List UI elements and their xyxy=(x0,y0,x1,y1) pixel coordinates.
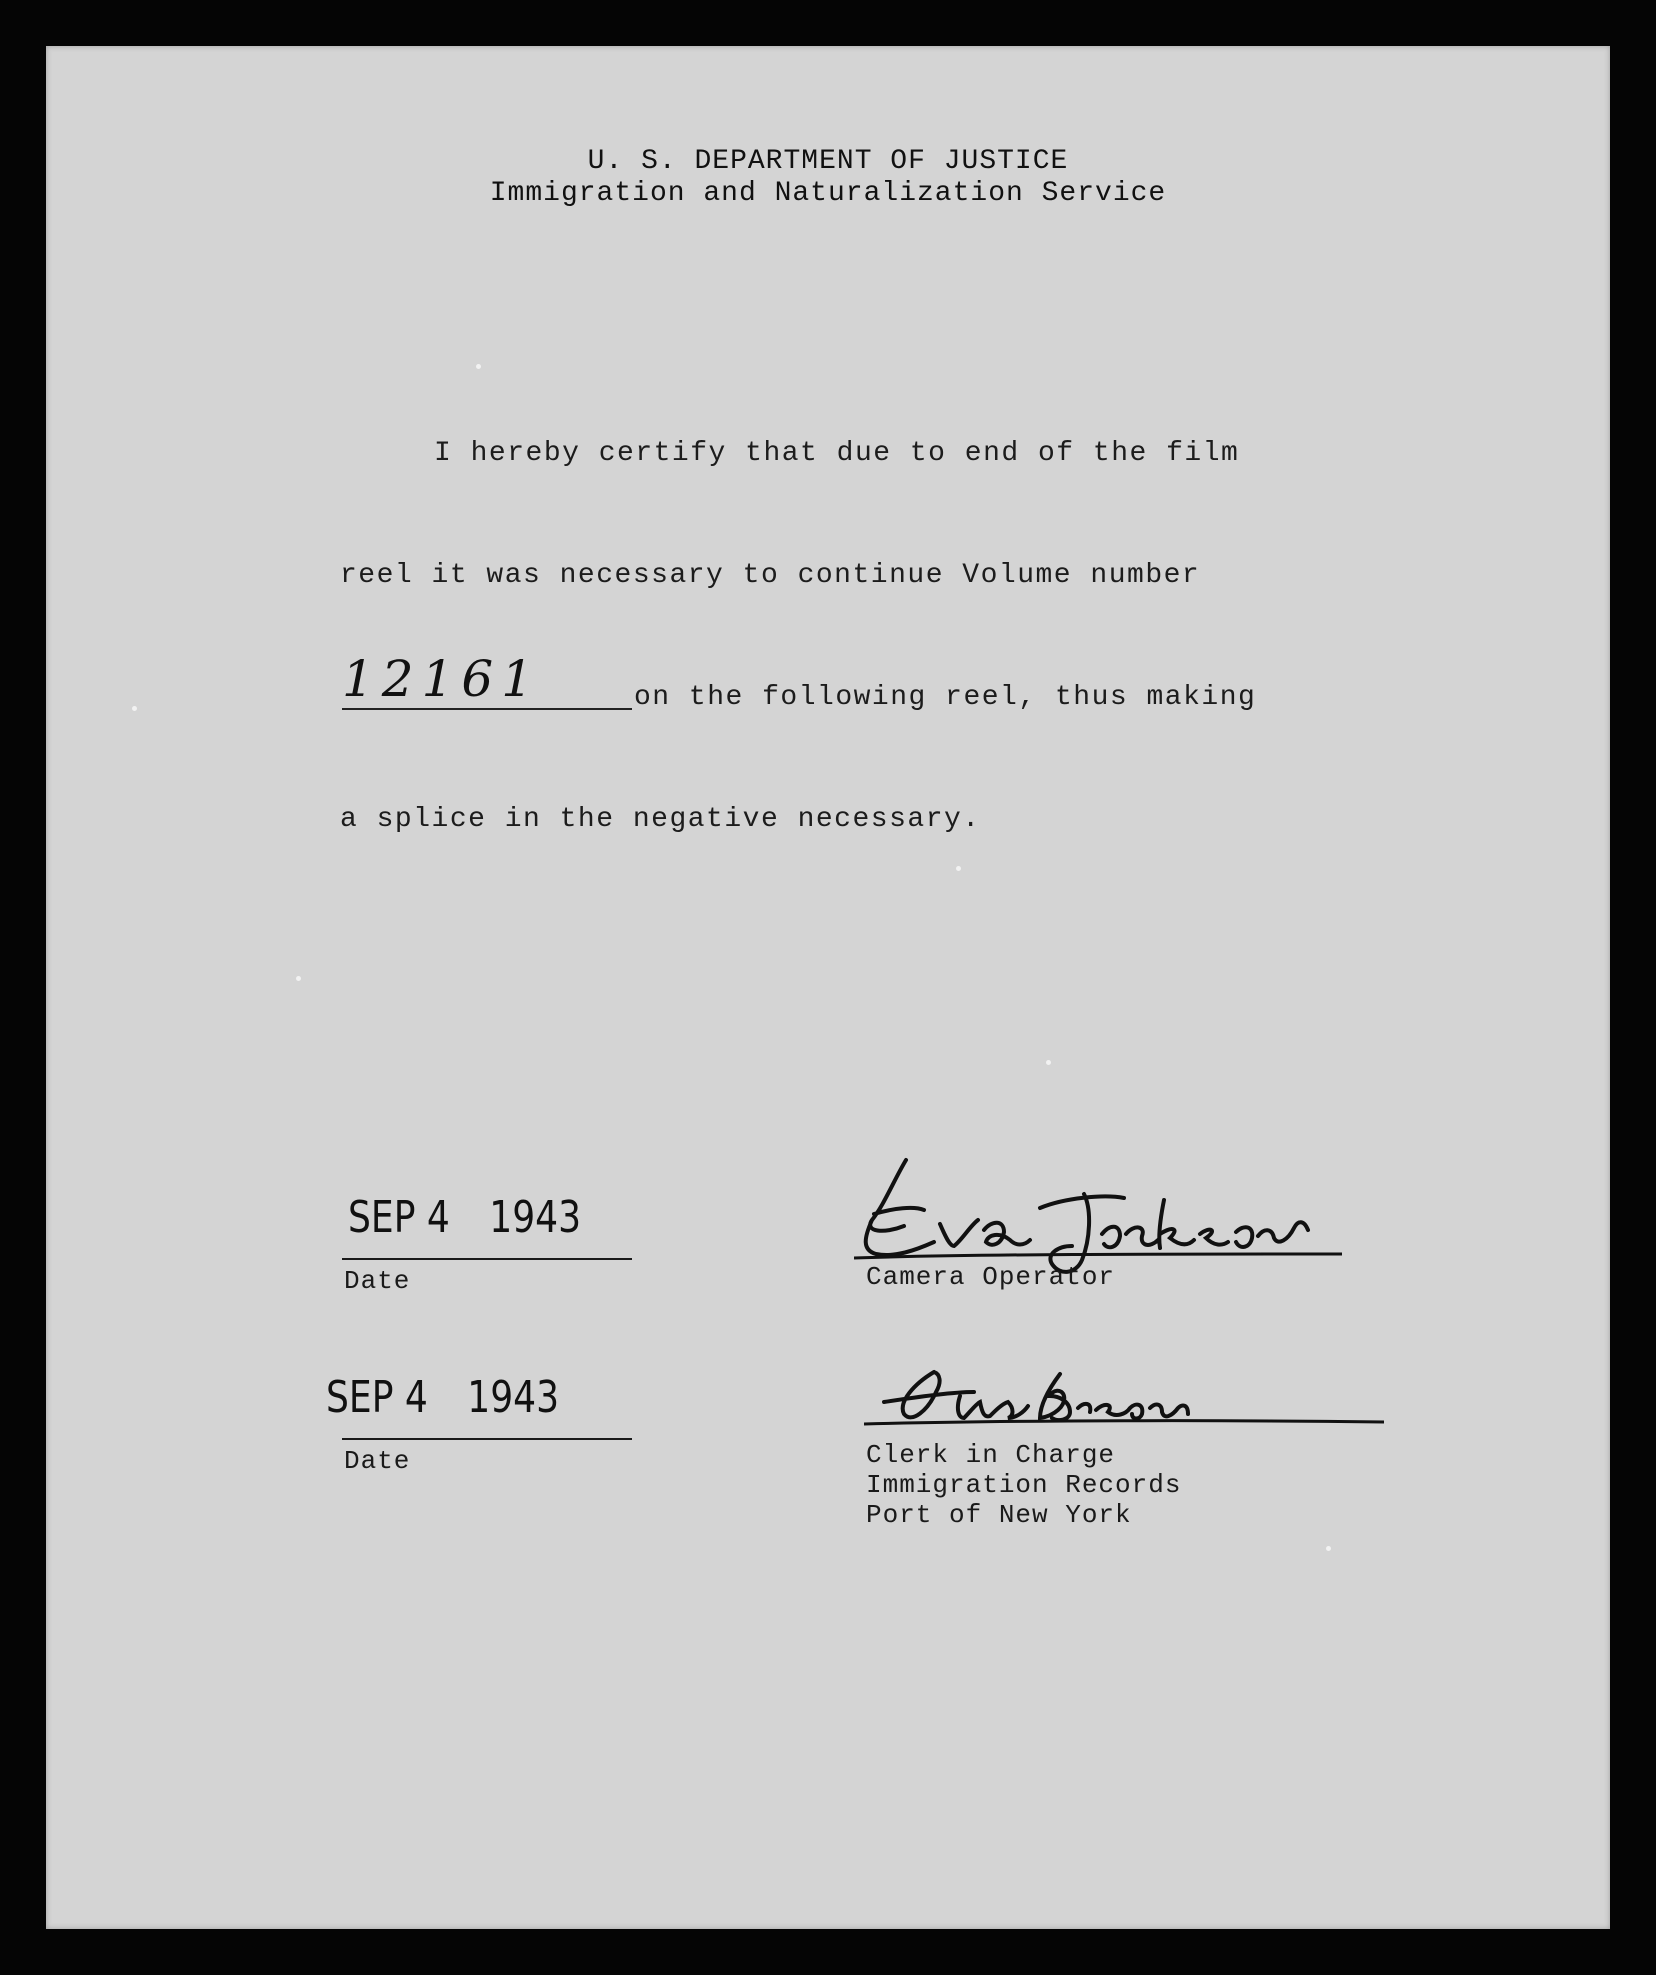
dust-speck xyxy=(132,706,137,711)
date-label-2: Date xyxy=(344,1446,411,1476)
body-line-3: on the following reel, thus making xyxy=(634,682,1257,713)
title-clerk-in-charge: Clerk in Charge xyxy=(866,1440,1116,1470)
dust-speck xyxy=(956,866,961,871)
signature-eva-jackson xyxy=(854,1150,1344,1280)
date-stamp-2-month: SEP 4 xyxy=(326,1372,428,1423)
document-page xyxy=(46,46,1610,1929)
date-stamp-1 xyxy=(348,1192,581,1243)
date-stamp-1-month: SEP 4 xyxy=(348,1192,450,1243)
date-label-1: Date xyxy=(344,1266,411,1296)
signature-clerk-in-charge xyxy=(864,1362,1384,1442)
header-service: Immigration and Naturalization Service xyxy=(489,178,1167,209)
body-line-4: a splice in the negative necessary. xyxy=(340,804,981,835)
handwritten-volume-number: 12161 xyxy=(342,650,542,708)
title-port-of-new-york: Port of New York xyxy=(866,1500,1132,1530)
body-line-2: reel it was necessary to continue Volume number xyxy=(340,560,1201,591)
title-camera-operator: Camera Operator xyxy=(866,1262,1116,1292)
date-rule-1 xyxy=(342,1258,632,1260)
dust-speck xyxy=(1326,1546,1331,1551)
date-stamp-2-year: 1943 xyxy=(467,1372,560,1423)
date-stamp-2 xyxy=(326,1372,559,1423)
dust-speck xyxy=(296,976,301,981)
date-stamp-1-year: 1943 xyxy=(489,1192,582,1243)
volume-number-blank xyxy=(342,708,632,710)
dust-speck xyxy=(476,364,481,369)
body-line-1: I hereby certify that due to end of the film xyxy=(434,438,1240,469)
date-rule-2 xyxy=(342,1438,632,1440)
dust-speck xyxy=(1046,1060,1051,1065)
header-department: U. S. DEPARTMENT OF JUSTICE xyxy=(587,146,1069,177)
title-immigration-records: Immigration Records xyxy=(866,1470,1182,1500)
